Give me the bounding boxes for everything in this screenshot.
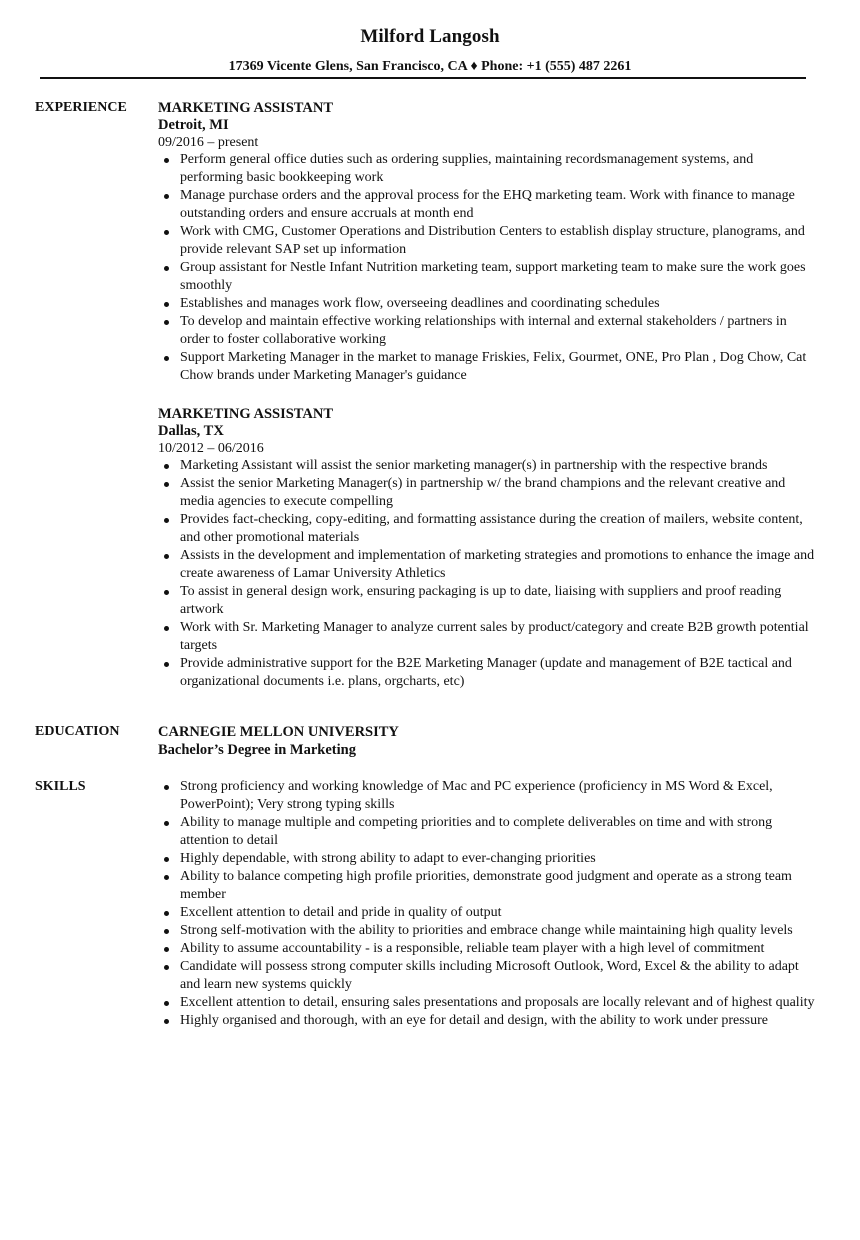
bullet-text: Support Marketing Manager in the market to manage Friskies, Felix, Gourmet, ONE, Pro Plan , Dog Chow, Cat Chow brands under Marketing Manager's guidance [180, 350, 807, 383]
contact-line: 17369 Vicente Glens, San Francisco, CA ♦ Phone: +1 (555) 487 2261 [228, 59, 632, 74]
list-item [158, 814, 815, 850]
bullet-icon [164, 266, 169, 271]
list-item [158, 994, 815, 1012]
bullet-icon [164, 857, 169, 862]
skills-section [35, 778, 815, 1030]
skill-text: Excellent attention to detail and pride in quality of output [180, 905, 502, 920]
bullet-text: Assist the senior Marketing Manager(s) in partnership w/ the brand champions and the relevant creative and media agencies to execute compelling [180, 476, 786, 509]
bullet-icon [164, 875, 169, 880]
list-item [158, 940, 815, 958]
list-item [158, 655, 815, 691]
bullet-text: Work with Sr. Marketing Manager to analyze current sales by product/category and create B2B growth potential targets [180, 620, 809, 653]
list-item [158, 295, 815, 313]
skills-heading: SKILLS [35, 779, 86, 794]
degree-name: Bachelor’s Degree in Marketing [158, 742, 356, 758]
skill-text: Excellent attention to detail, ensuring sales presentations and proposals are locally relevant and of highest quality [180, 995, 815, 1010]
list-item [158, 259, 815, 295]
experience-section [35, 99, 815, 691]
list-item [158, 778, 815, 814]
skill-text: Ability to balance competing high profile priorities, demonstrate good judgment and operate as a strong team member [180, 869, 792, 902]
list-item [158, 151, 815, 187]
job-location: Dallas, TX [158, 423, 224, 439]
job-entry [158, 99, 815, 385]
list-item [158, 583, 815, 619]
education-heading: EDUCATION [35, 724, 120, 739]
job-location: Detroit, MI [158, 117, 229, 133]
bullet-icon [164, 1001, 169, 1006]
bullet-text: Establishes and manages work flow, overseeing deadlines and coordinating schedules [180, 296, 660, 311]
bullet-text: Work with CMG, Customer Operations and Distribution Centers to establish display structure, planograms, and provide relevant SAP set up information [180, 224, 805, 257]
bullet-text: To assist in general design work, ensuring packaging is up to date, liaising with suppliers and proof reading artwork [180, 584, 782, 617]
bullet-icon [164, 662, 169, 667]
bullet-icon [164, 554, 169, 559]
job-entry [158, 405, 815, 691]
bullet-icon [164, 1019, 169, 1024]
bullet-icon [164, 947, 169, 952]
header-divider [40, 77, 806, 79]
bullet-icon [164, 158, 169, 163]
bullet-text: Manage purchase orders and the approval process for the EHQ marketing team. Work with finance to manage outstanding orders and ensure accruals at month end [180, 188, 795, 221]
candidate-name: Milford Langosh [360, 26, 500, 47]
bullet-icon [164, 518, 169, 523]
bullet-icon [164, 590, 169, 595]
list-item [158, 187, 815, 223]
bullet-text: To develop and maintain effective working relationships with internal and external stakeholders / partners in order to foster collaborative working [180, 314, 787, 347]
bullet-icon [164, 911, 169, 916]
skill-text: Strong proficiency and working knowledge of Mac and PC experience (proficiency in MS Word & Excel, PowerPoint); Very strong typing skills [180, 779, 773, 812]
list-item [158, 958, 815, 994]
job-duties-list [158, 457, 815, 691]
bullet-text: Provide administrative support for the B2E Marketing Manager (update and management of B2E tactical and organizational documents i.e. plans, orgcharts, etc) [180, 656, 792, 689]
skills-list [158, 778, 815, 1030]
skill-text: Strong self-motivation with the ability to priorities and embrace change while maintaining high quality levels [180, 923, 793, 938]
bullet-icon [164, 230, 169, 235]
bullet-icon [164, 302, 169, 307]
job-duties-list [158, 151, 815, 385]
skill-text: Ability to assume accountability - is a responsible, reliable team player with a high level of commitment [180, 941, 765, 956]
bullet-text: Assists in the development and implementation of marketing strategies and promotions to enhance the image and create awareness of Lamar University Athletics [180, 548, 815, 581]
job-title: MARKETING ASSISTANT [158, 406, 333, 422]
skill-text: Candidate will possess strong computer skills including Microsoft Outlook, Word, Excel & the ability to adapt and learn new systems quickly [180, 959, 799, 992]
list-item [158, 619, 815, 655]
job-dates: 09/2016 – present [158, 135, 259, 150]
bullet-icon [164, 929, 169, 934]
list-item [158, 547, 815, 583]
school-name: CARNEGIE MELLON UNIVERSITY [158, 724, 399, 740]
skill-text: Highly dependable, with strong ability to adapt to ever-changing priorities [180, 851, 596, 866]
job-title: MARKETING ASSISTANT [158, 100, 333, 116]
education-section [35, 723, 815, 759]
bullet-text: Marketing Assistant will assist the senior marketing manager(s) in partnership with the respective brands [180, 458, 768, 473]
bullet-icon [164, 965, 169, 970]
list-item [158, 904, 815, 922]
skill-text: Ability to manage multiple and competing priorities and to complete deliverables on time and with strong attention to detail [180, 815, 773, 848]
list-item [158, 1012, 815, 1030]
job-dates: 10/2012 – 06/2016 [158, 441, 264, 456]
bullet-icon [164, 626, 169, 631]
list-item [158, 850, 815, 868]
bullet-text: Group assistant for Nestle Infant Nutrition marketing team, support marketing team to make sure the work goes smoothly [180, 260, 806, 293]
list-item [158, 922, 815, 940]
list-item [158, 313, 815, 349]
list-item [158, 223, 815, 259]
list-item [158, 511, 815, 547]
bullet-text: Provides fact-checking, copy-editing, and formatting assistance during the creation of mailers, website content, and other promotional materials [180, 512, 803, 545]
skill-text: Highly organised and thorough, with an eye for detail and design, with the ability to work under pressure [180, 1013, 768, 1028]
resume-header [0, 0, 860, 75]
bullet-icon [164, 320, 169, 325]
list-item [158, 868, 815, 904]
bullet-icon [164, 356, 169, 361]
bullet-icon [164, 785, 169, 790]
experience-heading: EXPERIENCE [35, 100, 127, 115]
bullet-text: Perform general office duties such as ordering supplies, maintaining recordsmanagement systems, and performing basic bookkeeping work [180, 152, 754, 185]
list-item [158, 457, 815, 475]
bullet-icon [164, 821, 169, 826]
bullet-icon [164, 194, 169, 199]
list-item [158, 475, 815, 511]
bullet-icon [164, 464, 169, 469]
list-item [158, 349, 815, 385]
bullet-icon [164, 482, 169, 487]
